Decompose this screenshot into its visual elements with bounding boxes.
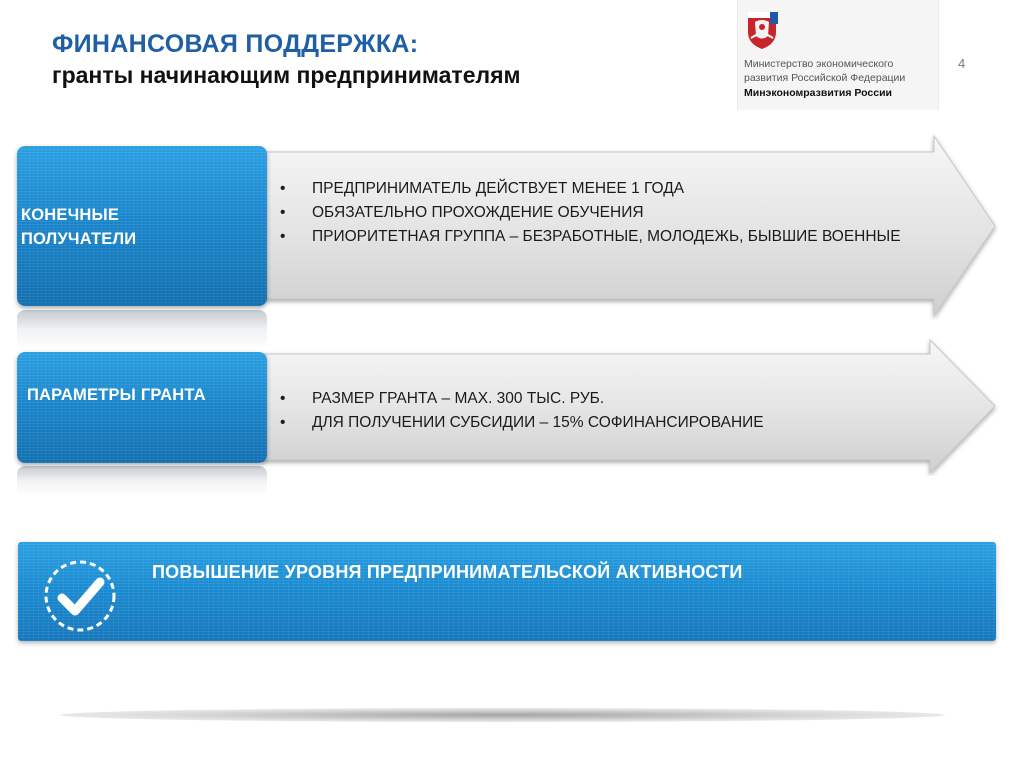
grant-params-label: ПАРАМЕТРЫ ГРАНТА: [27, 386, 206, 404]
ministry-logo-block: [737, 0, 939, 110]
slide-subtitle: гранты начинающим предпринимателям: [52, 62, 521, 88]
list-item-text: ОБЯЗАТЕЛЬНО ПРОХОЖДЕНИЕ ОБУЧЕНИЯ: [312, 204, 644, 221]
list-item-text: РАЗМЕР ГРАНТА – MAX. 300 ТЫС. РУБ.: [312, 390, 605, 407]
ministry-short-name: Минэкономразвития России: [744, 87, 893, 99]
grant-params-list: [280, 387, 920, 435]
bullet-icon: •: [280, 414, 286, 431]
checkmark-circle-icon: [42, 558, 118, 634]
bullet-icon: •: [280, 204, 286, 221]
ministry-name-line1: Министерство экономического: [744, 58, 894, 70]
recipients-label-line1: КОНЕЧНЫЕ: [21, 206, 120, 224]
list-item: [280, 201, 920, 225]
banner-text: ПОВЫШЕНИЕ УРОВНЯ ПРЕДПРИНИМАТЕЛЬСКОЙ АКТИВНОСТИ: [152, 562, 743, 582]
decorative-shadow: [60, 708, 945, 722]
recipients-list: [280, 177, 920, 249]
list-item-text: ДЛЯ ПОЛУЧЕНИИ СУБСИДИИ – 15% СОФИНАНСИРОВАНИЕ: [312, 414, 764, 431]
list-item: [280, 387, 920, 411]
grant-params-label-reflection: [17, 466, 267, 496]
page-number: 4: [958, 56, 966, 71]
recipients-label-box: [17, 146, 267, 306]
list-item: [280, 411, 920, 435]
list-item: [280, 177, 920, 201]
bullet-icon: •: [280, 390, 286, 407]
recipients-label-line2: ПОЛУЧАТЕЛИ: [21, 230, 137, 248]
grant-params-label-box: [17, 352, 267, 463]
outcome-banner: [18, 542, 996, 641]
slide-title: ФИНАНСОВАЯ ПОДДЕРЖКА:: [52, 30, 419, 58]
coat-of-arms-icon: [746, 10, 778, 50]
ministry-name-line2: развития Российской Федерации: [744, 72, 906, 84]
bullet-icon: •: [280, 228, 286, 245]
bullet-icon: •: [280, 180, 286, 197]
recipients-label-reflection: [17, 310, 267, 350]
recipients-label: [21, 203, 221, 251]
list-item: [280, 225, 920, 249]
list-item-text: ПРИОРИТЕТНАЯ ГРУППА – БЕЗРАБОТНЫЕ, МОЛОДЕЖЬ, БЫВШИЕ ВОЕННЫЕ: [312, 228, 901, 245]
list-item-text: ПРЕДПРИНИМАТЕЛЬ ДЕЙСТВУЕТ МЕНЕЕ 1 ГОДА: [312, 180, 685, 197]
